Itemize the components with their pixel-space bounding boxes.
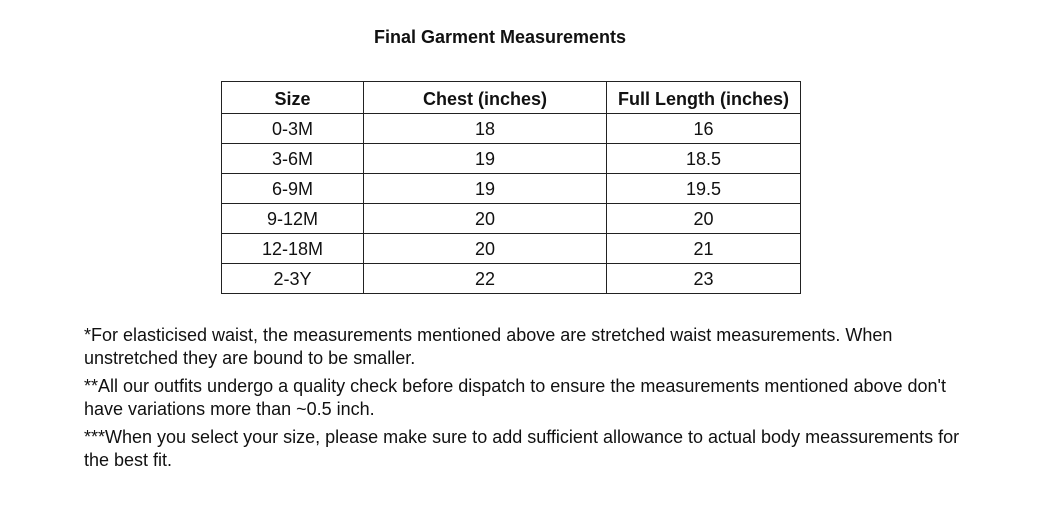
table-row	[222, 174, 801, 204]
table-row	[222, 114, 801, 144]
note-elasticised-waist: *For elasticised waist, the measurements mentioned above are stretched waist measurements. When unstretched they are bound to be smaller.	[84, 325, 893, 368]
table-row	[222, 264, 801, 294]
note-size-allowance: ***When you select your size, please make sure to add sufficient allowance to actual body meassurements for the best fit.	[84, 427, 960, 470]
cell-size: 3-6M	[222, 144, 364, 174]
table-row	[222, 144, 801, 174]
cell-full-length: 21	[607, 234, 801, 264]
cell-chest: 20	[364, 204, 607, 234]
cell-full-length: 23	[607, 264, 801, 294]
cell-chest: 19	[364, 144, 607, 174]
cell-chest: 22	[364, 264, 607, 294]
cell-full-length: 19.5	[607, 174, 801, 204]
cell-size: 6-9M	[222, 174, 364, 204]
header-chest: Chest (inches)	[364, 82, 607, 114]
table-row	[222, 234, 801, 264]
cell-full-length: 18.5	[607, 144, 801, 174]
cell-size: 0-3M	[222, 114, 364, 144]
page-title: Final Garment Measurements	[373, 27, 627, 47]
cell-chest: 18	[364, 114, 607, 144]
cell-size: 12-18M	[222, 234, 364, 264]
cell-chest: 19	[364, 174, 607, 204]
table-row	[222, 204, 801, 234]
footnotes	[84, 324, 984, 477]
header-size: Size	[222, 82, 364, 114]
header-full-length: Full Length (inches)	[607, 82, 801, 114]
cell-full-length: 16	[607, 114, 801, 144]
measurements-table	[221, 81, 801, 294]
cell-full-length: 20	[607, 204, 801, 234]
cell-size: 9-12M	[222, 204, 364, 234]
table-header-row	[222, 82, 801, 114]
cell-chest: 20	[364, 234, 607, 264]
note-quality-check: **All our outfits undergo a quality check before dispatch to ensure the measurements mentioned above don't have variations more than ~0.5 inch.	[84, 376, 946, 419]
cell-size: 2-3Y	[222, 264, 364, 294]
